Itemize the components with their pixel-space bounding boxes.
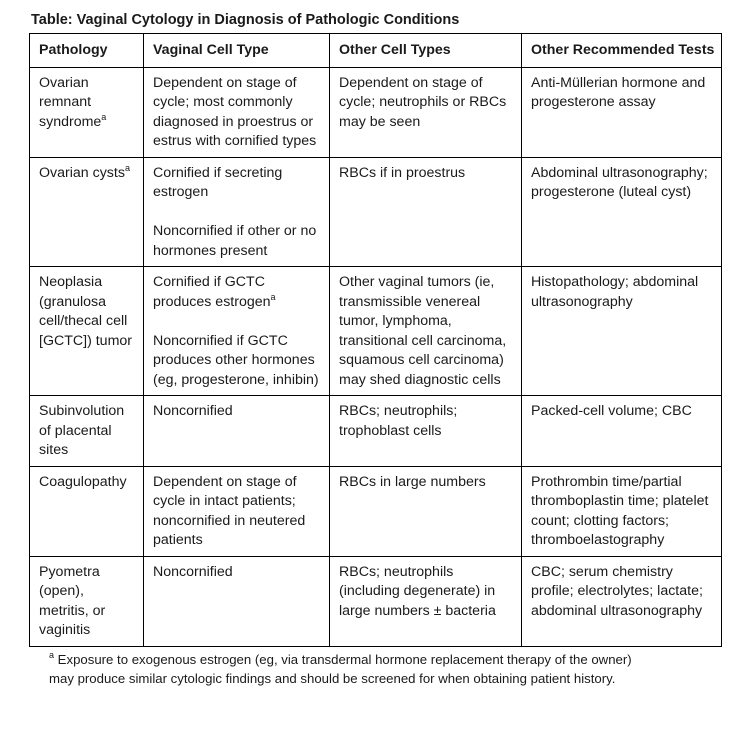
- cell-other-cell-types: Other vaginal tumors (ie, transmissible venereal tumor, lymphoma, transitional cell carcinoma, squamous cell carcinoma) may shed diagnostic cells: [330, 267, 522, 396]
- cytology-table: [29, 33, 722, 647]
- pathology-text: Subinvolution of placental sites: [39, 403, 125, 458]
- table-caption: Table: Vaginal Cytology in Diagnosis of Pathologic Conditions: [31, 12, 460, 28]
- pathology-text: Ovarian remnant syndrome: [39, 74, 102, 130]
- cell-vaginal-cell-type: [144, 267, 330, 396]
- footnote-line-2: may produce similar cytologic findings and should be screened for when obtaining patient history.: [49, 670, 616, 686]
- cell-other-cell-types: RBCs; neutrophils; trophoblast cells: [330, 396, 522, 467]
- pathology-text: Neoplasia (granulosa cell/thecal cell [GCTC]) tumor: [39, 274, 133, 349]
- header-other-cell-types: Other Cell Types: [330, 34, 522, 68]
- table-row: [30, 556, 722, 646]
- pathology-text: Pyometra (open), metritis, or vaginitis: [39, 563, 106, 638]
- cell-vaginal-cell-type: [144, 466, 330, 556]
- cell-pathology: [30, 67, 144, 157]
- cell-vaginal-cell-type: [144, 396, 330, 467]
- header-other-recommended-tests: Other Recommended Tests: [522, 34, 722, 68]
- table-row: [30, 67, 722, 157]
- footnote-marker: a: [124, 162, 130, 173]
- cell-recommended-tests: Packed-cell volume; CBC: [522, 396, 722, 467]
- vaginal-text: Dependent on stage of cycle; most commonly diagnosed in proestrus or estrus with cornified types: [153, 74, 317, 149]
- pathology-text: Coagulopathy: [39, 473, 127, 490]
- footnote-marker: a: [101, 111, 107, 122]
- vaginal-text: Cornified if secreting estrogen: [153, 164, 283, 200]
- footnote-marker: a: [270, 291, 276, 302]
- cell-pathology: [30, 466, 144, 556]
- footnote-line-1: [49, 650, 721, 669]
- vaginal-text: Dependent on stage of cycle in intact patients; noncornified in neutered patients: [153, 473, 306, 548]
- table-row: [30, 157, 722, 267]
- cell-recommended-tests: Prothrombin time/partial thromboplastin time; platelet count; clotting factors; thromboelastography: [522, 466, 722, 556]
- table-row: [30, 466, 722, 556]
- cell-recommended-tests: Anti-Müllerian hormone and progesterone assay: [522, 67, 722, 157]
- cell-other-cell-types: RBCs; neutrophils (including degenerate) in large numbers ± bacteria: [330, 556, 522, 646]
- table-row: [30, 267, 722, 396]
- cell-pathology: [30, 396, 144, 467]
- cell-vaginal-cell-type: [144, 67, 330, 157]
- document-page: [29, 10, 721, 688]
- cell-pathology: [30, 267, 144, 396]
- cell-vaginal-cell-type: [144, 556, 330, 646]
- header-pathology: Pathology: [30, 34, 144, 68]
- header-vaginal-cell-type: Vaginal Cell Type: [144, 34, 330, 68]
- cell-pathology: [30, 157, 144, 267]
- cell-vaginal-cell-type: [144, 157, 330, 267]
- cell-other-cell-types: Dependent on stage of cycle; neutrophils or RBCs may be seen: [330, 67, 522, 157]
- table-footnote: [29, 650, 721, 688]
- cell-other-cell-types: RBCs if in proestrus: [330, 157, 522, 267]
- vaginal-text: Noncornified: [153, 563, 233, 580]
- vaginal-text: Noncornified if GCTC produces other hormones (eg, progesterone, inhibin): [153, 332, 319, 388]
- cell-recommended-tests: Abdominal ultrasonography; progesterone (luteal cyst): [522, 157, 722, 267]
- table-header-row: [30, 34, 722, 68]
- footnote-text: Exposure to exogenous estrogen (eg, via transdermal hormone replacement therapy of the owner): [54, 651, 632, 667]
- vaginal-text: Noncornified: [153, 403, 233, 419]
- cell-other-cell-types: RBCs in large numbers: [330, 466, 522, 556]
- vaginal-text: Cornified if GCTC produces estrogen: [153, 274, 271, 310]
- cell-recommended-tests: CBC; serum chemistry profile; electrolytes; lactate; abdominal ultrasonography: [522, 556, 722, 646]
- footnote-marker: a: [49, 649, 55, 660]
- table-row: [30, 396, 722, 467]
- pathology-text: Ovarian cysts: [39, 164, 125, 181]
- cell-pathology: [30, 556, 144, 646]
- vaginal-text-with-marker: [153, 273, 323, 312]
- vaginal-text: Noncornified if other or no hormones present: [153, 223, 317, 259]
- cell-recommended-tests: Histopathology; abdominal ultrasonography: [522, 267, 722, 396]
